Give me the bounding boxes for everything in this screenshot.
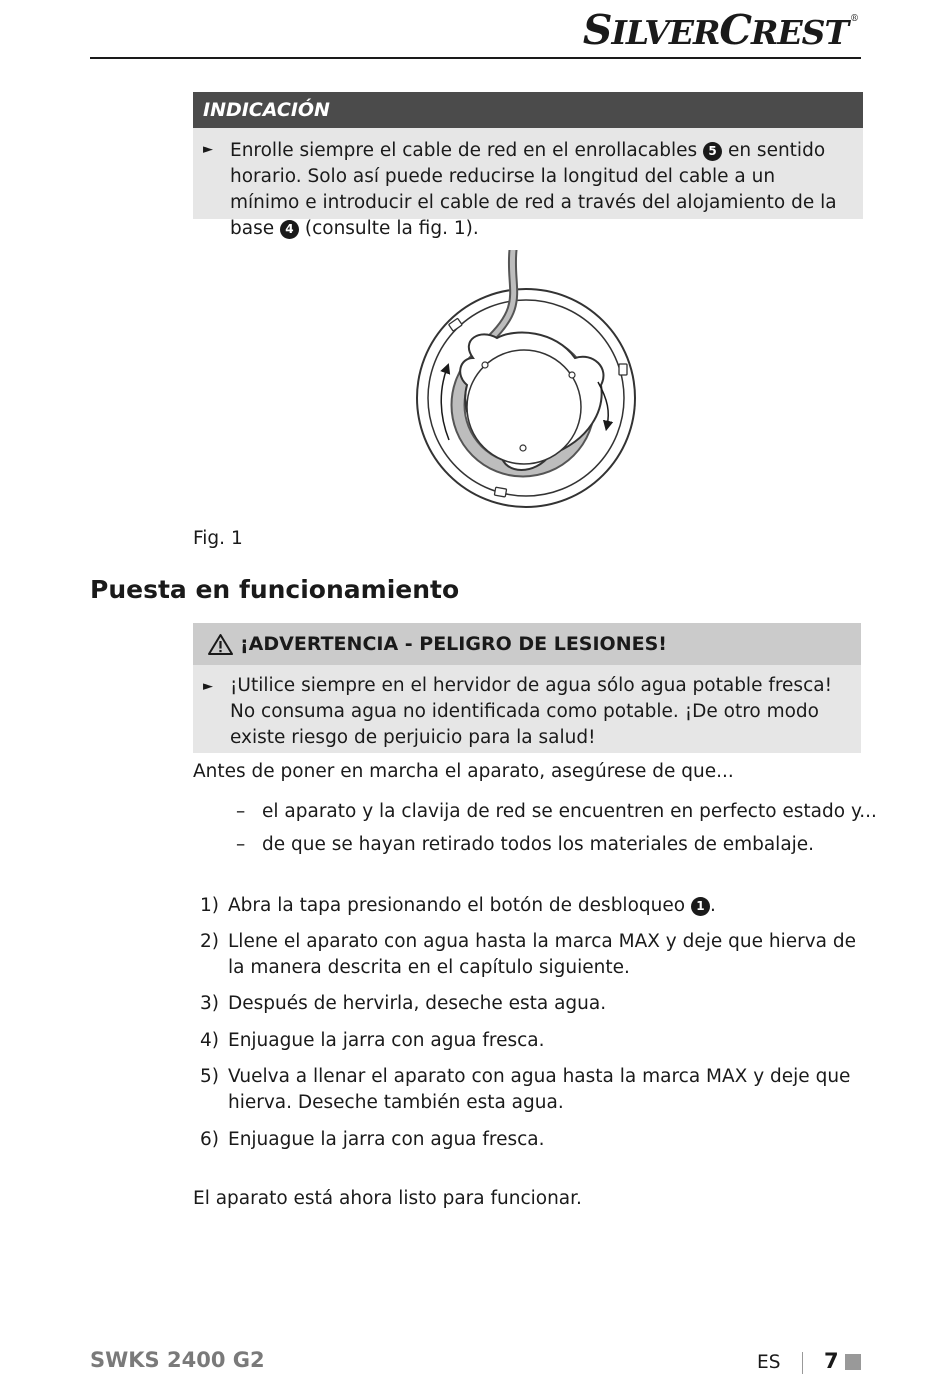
ref-badge-5: 5: [703, 142, 722, 161]
warning-triangle-icon: [207, 633, 234, 656]
ref-badge-4: 4: [280, 220, 299, 239]
header-rule: [90, 57, 861, 59]
footer-divider: [802, 1352, 803, 1374]
warning-header: [193, 623, 861, 665]
brand-logo: SILVERCREST ®: [582, 6, 858, 54]
step-item: 4) Enjuague la jarra con agua fresca.: [200, 1030, 545, 1051]
warning-box: [193, 623, 861, 753]
list-item: – el aparato y la clavija de red se encuentren en perfecto estado y...: [236, 801, 877, 822]
note-title: INDICACIÓN: [193, 92, 863, 128]
step-item: 2) Llene el aparato con agua hasta la marca MAX y deje que hierva de la manera descrita en el capítulo siguiente.: [200, 931, 857, 978]
note-text: Enrolle siempre el cable de red en el enrollacables 5 en sentido horario. Solo así puede reducirse la longitud del cable a un mínimo e introducir el cable de red a través del alojamiento de la base 4 (consulte la fig. 1).: [230, 140, 837, 239]
cable-winder-figure: [405, 250, 645, 510]
step-item: 3) Después de hervirla, deseche esta agua.: [200, 993, 607, 1014]
closing-text: El aparato está ahora listo para funcionar.: [193, 1188, 582, 1209]
intro-text: Antes de poner en marcha el aparato, asegúrese de que...: [193, 761, 734, 782]
footer-model: SWKS 2400 G2: [90, 1348, 265, 1372]
page-marker-icon: [845, 1354, 861, 1370]
list-item: – de que se hayan retirado todos los materiales de embalaje.: [236, 834, 815, 855]
figure-caption: Fig. 1: [193, 528, 243, 549]
footer-language: ES: [757, 1352, 781, 1373]
bullet-icon: ►: [203, 142, 213, 157]
page-number: 7: [824, 1349, 839, 1373]
step-item: 5) Vuelva a llenar el aparato con agua hasta la marca MAX y deje que hierva. Deseche también esta agua.: [200, 1066, 851, 1113]
warning-text: ¡Utilice siempre en el hervidor de agua sólo agua potable fresca! No consuma agua no identificada como potable. ¡De otro modo existe riesgo de perjuicio para la salud!: [230, 675, 832, 748]
step-item: 6) Enjuague la jarra con agua fresca.: [200, 1129, 545, 1150]
section-title: Puesta en funcionamiento: [90, 575, 460, 604]
step-item: 1) Abra la tapa presionando el botón de desbloqueo 1 .: [200, 895, 716, 916]
ref-badge-1: 1: [691, 897, 710, 916]
note-box: [193, 92, 863, 239]
warning-title: ¡ADVERTENCIA - PELIGRO DE LESIONES!: [240, 633, 667, 655]
bullet-icon: ►: [203, 679, 213, 694]
